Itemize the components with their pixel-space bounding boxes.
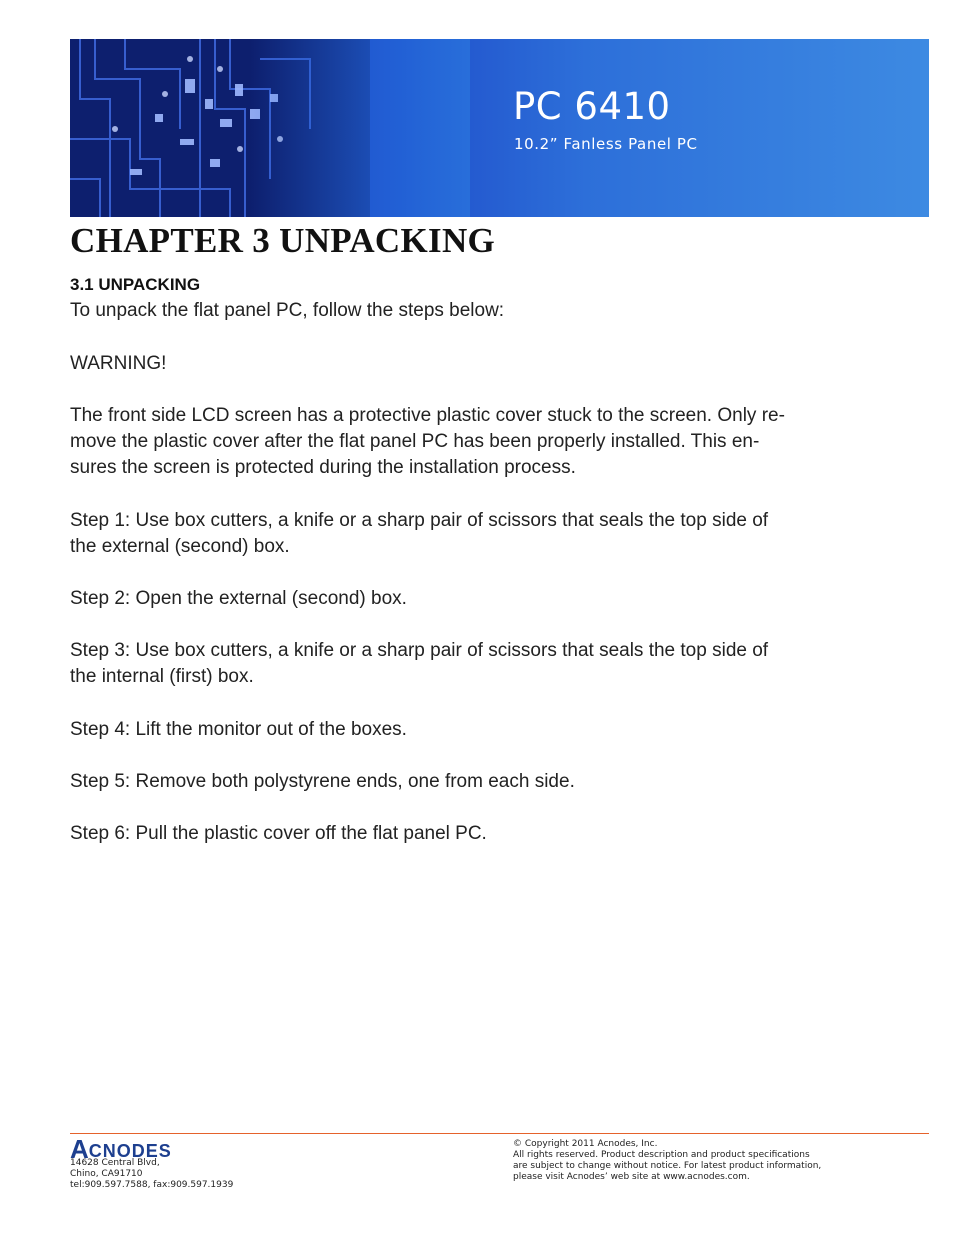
warning-label: WARNING! [70,353,167,374]
step-1-line-1: Step 1: Use box cutters, a knife or a sharp pair of scissors that seals the top side of [70,510,769,531]
intro-text: To unpack the flat panel PC, follow the steps below: [70,300,505,321]
section-title: 3.1 UNPACKING [70,275,201,294]
step-6: Step 6: Pull the plastic cover off the flat panel PC. [70,823,487,844]
step-1-line-2: the external (second) box. [70,536,290,557]
step-3-line-1: Step 3: Use box cutters, a knife or a sharp pair of scissors that seals the top side of [70,640,769,661]
step-3-line-2: the internal (first) box. [70,666,254,687]
copyright-line-3: are subject to change without notice. For latest product information, [513,1161,822,1171]
header-banner [70,39,929,217]
copyright-line-1: © Copyright 2011 Acnodes, Inc. [513,1139,658,1149]
logo-initial: A [70,1134,89,1164]
copyright-line-4: please visit Acnodes’ web site at www.acnodes.com. [513,1172,750,1182]
address-line-3: tel:909.597.7588, fax:909.597.1939 [70,1180,234,1190]
logo-rest: CNODES [88,1141,172,1161]
copyright-line-2: All rights reserved. Product description and product specifications [513,1150,810,1160]
step-5: Step 5: Remove both polystyrene ends, one from each side. [70,771,575,792]
banner-fade [250,39,470,217]
warning-line-2: move the plastic cover after the flat panel PC has been properly installed. This en- [70,431,760,452]
step-4: Step 4: Lift the monitor out of the boxes. [70,719,407,740]
warning-line-3: sures the screen is protected during the installation process. [70,457,576,478]
product-subtitle: 10.2” Fanless Panel PC [514,135,698,153]
chapter-title: CHAPTER 3 UNPACKING [70,221,496,260]
product-title: PC 6410 [513,85,671,128]
step-2: Step 2: Open the external (second) box. [70,588,407,609]
address-line-1: 14628 Central Blvd, [70,1158,160,1168]
address-line-2: Chino, CA91710 [70,1169,143,1179]
warning-line-1: The front side LCD screen has a protective plastic cover stuck to the screen. Only re- [70,405,785,426]
footer-divider [70,1133,929,1134]
